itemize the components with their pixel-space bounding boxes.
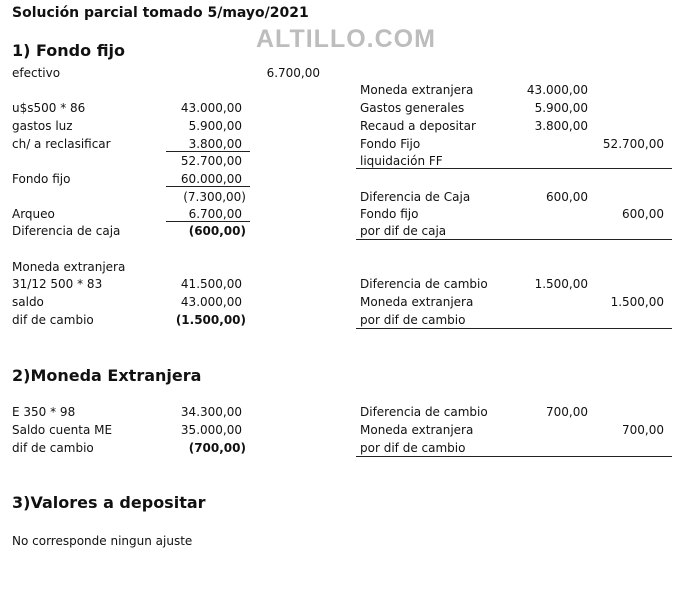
calc-label: saldo xyxy=(12,295,44,309)
entry-account: Moneda extranjera xyxy=(360,83,474,97)
calc-label: Fondo fijo xyxy=(12,172,71,186)
entry-separator xyxy=(356,168,672,169)
calc-value: 6.700,00 xyxy=(188,207,242,221)
entry-credit: 600,00 xyxy=(622,207,664,221)
calc-value: 5.900,00 xyxy=(188,119,242,133)
entry-debit: 43.000,00 xyxy=(526,83,588,97)
entry-separator xyxy=(356,328,672,329)
entry-account: Diferencia de Caja xyxy=(360,190,471,204)
calc-result-value: (600,00) xyxy=(188,224,246,238)
entry-account: Diferencia de cambio xyxy=(360,277,488,291)
section-note: No corresponde ningun ajuste xyxy=(12,534,193,548)
entry-debit: 5.900,00 xyxy=(534,101,588,115)
calc-value: 43.000,00 xyxy=(180,101,242,115)
calc-subtotal-value: (7.300,00) xyxy=(183,190,246,204)
calc-label: Diferencia de caja xyxy=(12,224,121,238)
entry-credit: 700,00 xyxy=(622,423,664,437)
calc-value: 34.300,00 xyxy=(180,405,242,419)
calc-value: 3.800,00 xyxy=(188,137,242,151)
calc-value: 43.000,00 xyxy=(180,295,242,309)
entry-account: Gastos generales xyxy=(360,101,465,115)
entry-separator xyxy=(356,239,672,240)
calc-label: E 350 * 98 xyxy=(12,405,76,419)
calc-label: ch/ a reclasificar xyxy=(12,137,111,151)
calc-result-value: (700,00) xyxy=(188,441,246,455)
calc-value: 35.000,00 xyxy=(180,423,242,437)
entry-description: liquidación FF xyxy=(360,154,443,168)
calc-label: dif de cambio xyxy=(12,441,94,455)
entry-credit: 52.700,00 xyxy=(602,137,664,151)
watermark-logo: ALTILLO.COM xyxy=(256,25,436,53)
calc-value: 41.500,00 xyxy=(180,277,242,291)
entry-description: por dif de caja xyxy=(360,224,447,238)
entry-debit: 600,00 xyxy=(546,190,588,204)
sum-line xyxy=(166,151,250,152)
section-heading-fondo-fijo: 1) Fondo fijo xyxy=(12,41,126,60)
calc-label: Arqueo xyxy=(12,207,55,221)
entry-credit: 1.500,00 xyxy=(610,295,664,309)
entry-debit: 1.500,00 xyxy=(534,277,588,291)
efectivo-value: 6.700,00 xyxy=(266,66,320,80)
calc-subtotal-value: 52.700,00 xyxy=(180,154,242,168)
calc-label: u$s500 * 86 xyxy=(12,101,86,115)
section-heading-moneda-extranjera: 2)Moneda Extranjera xyxy=(12,366,202,385)
entry-debit: 700,00 xyxy=(546,405,588,419)
calc-value: 60.000,00 xyxy=(180,172,242,186)
entry-account: Fondo fijo xyxy=(360,207,419,221)
sum-line xyxy=(166,221,250,222)
efectivo-label: efectivo xyxy=(12,66,61,80)
calc-result-value: (1.500,00) xyxy=(175,313,246,327)
entry-description: por dif de cambio xyxy=(360,441,466,455)
sum-line xyxy=(166,186,250,187)
calc-label: gastos luz xyxy=(12,119,73,133)
calc-label: 31/12 500 * 83 xyxy=(12,277,103,291)
entry-account: Moneda extranjera xyxy=(360,423,474,437)
entry-account: Moneda extranjera xyxy=(360,295,474,309)
entry-description: por dif de cambio xyxy=(360,313,466,327)
entry-account: Fondo Fijo xyxy=(360,137,421,151)
entry-account: Recaud a depositar xyxy=(360,119,476,133)
calc-label: dif de cambio xyxy=(12,313,94,327)
document-title: Solución parcial tomado 5/mayo/2021 xyxy=(12,5,309,21)
entry-account: Diferencia de cambio xyxy=(360,405,488,419)
calc-subtitle: Moneda extranjera xyxy=(12,260,126,274)
section-heading-valores: 3)Valores a depositar xyxy=(12,493,206,512)
entry-debit: 3.800,00 xyxy=(534,119,588,133)
calc-label: Saldo cuenta ME xyxy=(12,423,113,437)
entry-separator xyxy=(356,456,672,457)
